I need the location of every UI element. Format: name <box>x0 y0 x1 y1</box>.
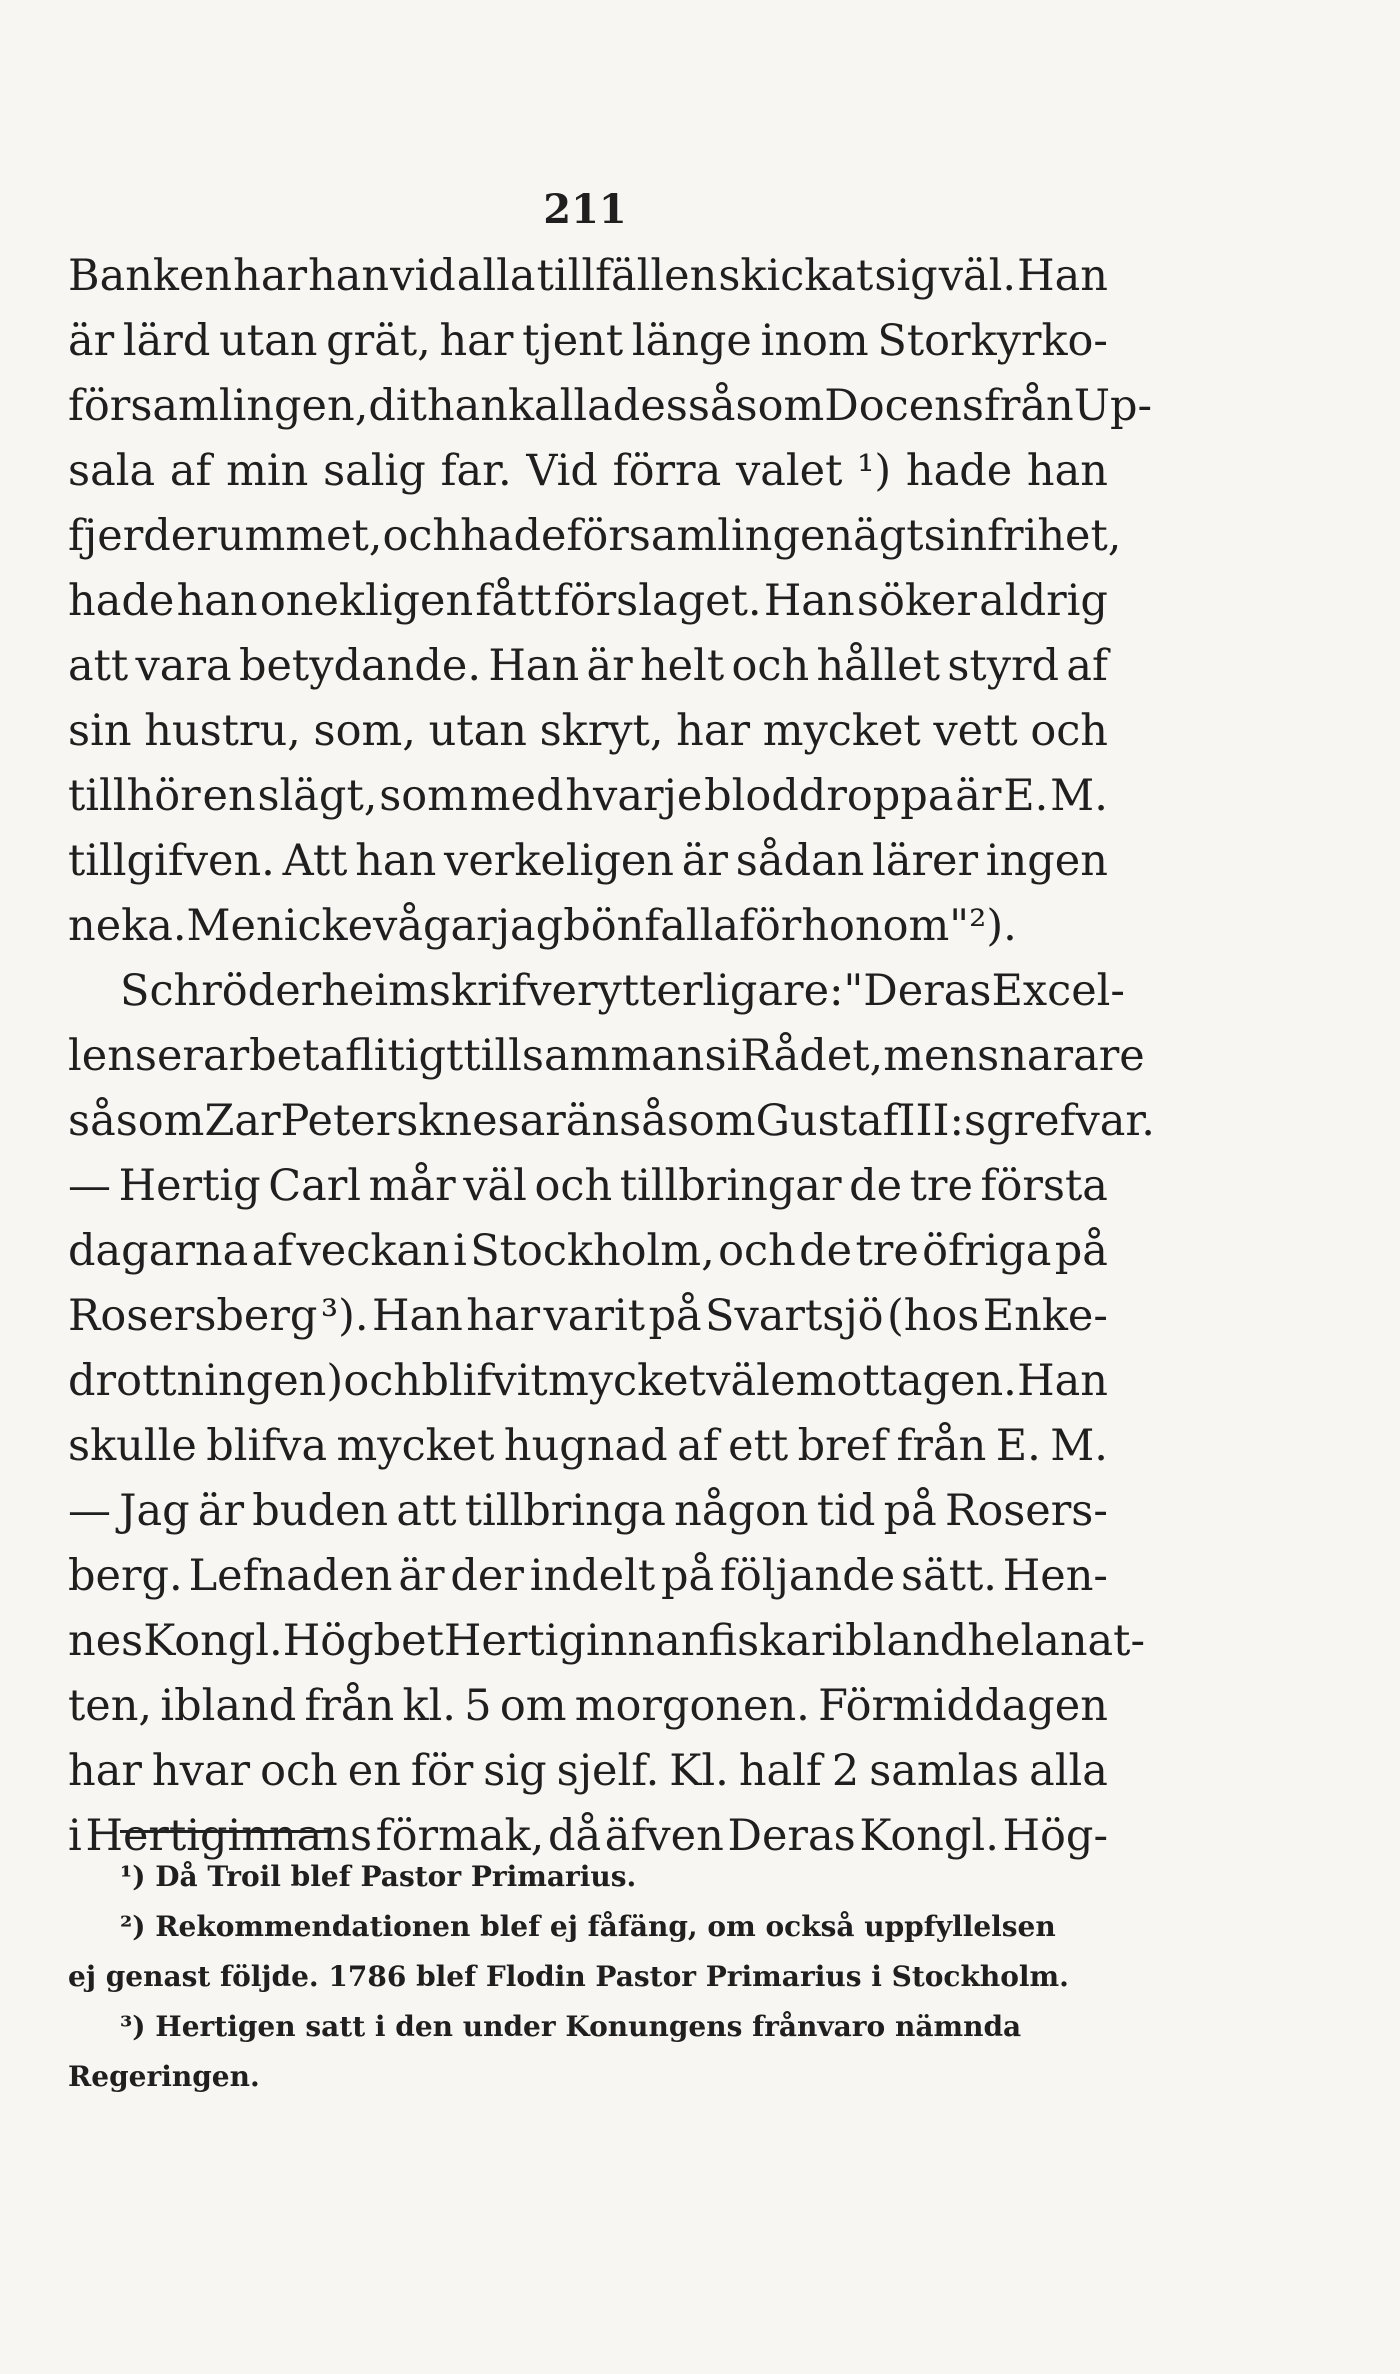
text-line: — Hertig Carl mår väl och tillbringar de tre första <box>68 1161 1108 1211</box>
text-line: sin hustru, som, utan skryt, har mycket vett och <box>68 706 1108 756</box>
text-line: dagarna af veckan i Stockholm, och de tre öfriga på <box>68 1226 1108 1276</box>
text-line: såsom Zar Peters knesar än såsom Gustaf III:s grefvar. <box>68 1096 1155 1146</box>
footnote: ¹) Då Troil blef Pastor Primarius. <box>120 1860 637 1893</box>
body-text <box>68 244 1155 1869</box>
text-line: tillhör en slägt, som med hvarje bloddroppa är E. M. <box>68 771 1108 821</box>
text-line: Rosersberg ³). Han har varit på Svartsjö (hos Enke- <box>68 1291 1108 1341</box>
text-line: skulle blifva mycket hugnad af ett bref från E. M. <box>68 1421 1108 1471</box>
footnote: Regeringen. <box>68 2060 260 2093</box>
text-line: tillgifven. Att han verkeligen är sådan lärer ingen <box>68 836 1108 886</box>
text-line: neka. Men icke vågar jag bönfalla för honom" ²). <box>68 901 1017 951</box>
text-line: är lärd utan grät, har tjent länge inom Storkyrko- <box>68 316 1108 366</box>
footnote: ²) Rekommendationen blef ej fåfäng, om också uppfyllelsen <box>120 1910 1056 1943</box>
text-line: Schröderheim skrifver ytterligare: "Deras Excel- <box>120 966 1125 1016</box>
footnote-divider <box>120 1830 330 1833</box>
text-line: fjerde rummet, och hade församlingen ägt sin frihet, <box>68 511 1122 561</box>
footnote: ej genast följde. 1786 blef Flodin Pastor Primarius i Stockholm. <box>68 1960 1069 1993</box>
text-line: nes Kongl. Högbet Hertiginnan fiskar ibland hela nat- <box>68 1616 1145 1666</box>
text-line: i Hertiginnans förmak, då äfven Deras Kongl. Hög- <box>68 1811 1108 1861</box>
text-line: hade han onekligen fått förslaget. Han söker aldrig <box>68 576 1108 626</box>
text-line: sala af min salig far. Vid förra valet ¹) hade han <box>68 446 1108 496</box>
text-line: ten, ibland från kl. 5 om morgonen. Förmiddagen <box>68 1681 1108 1731</box>
text-line: drottningen) och blifvit mycket väl emottagen. Han <box>68 1356 1108 1406</box>
text-line: att vara betydande. Han är helt och hållet styrd af <box>68 641 1108 691</box>
text-line: — Jag är buden att tillbringa någon tid på Rosers- <box>68 1486 1108 1536</box>
text-line: församlingen, dit han kallades såsom Docens från Up- <box>68 381 1153 431</box>
text-line: berg. Lefnaden är der indelt på följande sätt. Hen- <box>68 1551 1108 1601</box>
text-line: lenser arbeta flitigt tillsammans i Rådet, men snarare <box>68 1031 1145 1081</box>
text-line: har hvar och en för sig sjelf. Kl. half 2 samlas alla <box>68 1746 1108 1796</box>
footnote: ³) Hertigen satt i den under Konungens frånvaro nämnda <box>120 2010 1022 2043</box>
page-number: 211 <box>543 186 627 233</box>
text-line: Banken har han vid alla tillfällen skickat sig väl. Han <box>68 251 1108 301</box>
footnotes <box>68 1852 1108 2102</box>
